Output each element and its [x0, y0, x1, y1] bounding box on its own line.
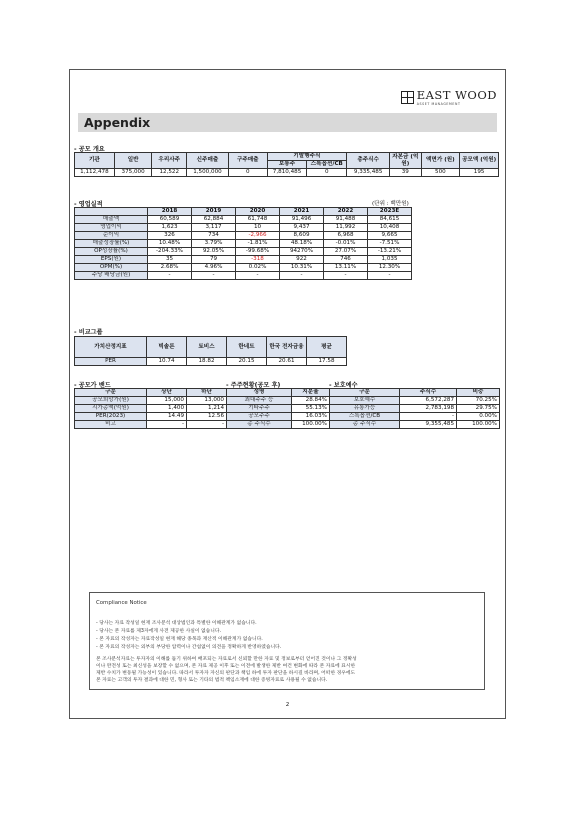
table-cell: 20.15 [227, 358, 267, 366]
table-cell: 6,968 [324, 232, 368, 240]
table-row [75, 405, 227, 413]
row-label: PER [75, 358, 147, 366]
header-shares: 주식수 [400, 389, 457, 397]
table-row [75, 169, 499, 177]
table-cell: 16.03% [292, 413, 330, 421]
disclaimer-line: 본 자료는 고객의 투자 결과에 대한 민, 형사 또는 기타의 법적 책임소재에 대한 증빙자료로 사용될 수 없습니다. [96, 678, 328, 683]
table-cell: 60,589 [148, 216, 192, 224]
header-blank [75, 208, 148, 216]
table-row [330, 405, 500, 413]
band-table [74, 388, 227, 429]
table-cell: 92.05% [192, 248, 236, 256]
row-label: 총 주식수 [330, 421, 400, 429]
table-cell: 7,810,485 [267, 169, 307, 177]
header-ratio: 비중 [457, 389, 500, 397]
header-lower: 하단 [187, 389, 227, 397]
table-cell: 195 [460, 169, 499, 177]
row-label: OP성장률(%) [75, 248, 148, 256]
row-label: 보호예수 [330, 397, 400, 405]
table-cell: 17.58 [307, 358, 347, 366]
table-cell: 27.07% [324, 248, 368, 256]
table-cell: 6,572,287 [400, 397, 457, 405]
table-cell: 10.74 [147, 358, 187, 366]
table-cell: 91,488 [324, 216, 368, 224]
row-label: 주당 배당금(원) [75, 272, 148, 280]
compliance-notice [89, 592, 485, 690]
row-label: 비고 [75, 421, 147, 429]
table-cell: 70.25% [457, 397, 500, 405]
table-cell: 0 [307, 169, 347, 177]
page-title: Appendix [84, 115, 151, 130]
table-cell: 14.49 [147, 413, 187, 421]
table-cell: - [148, 272, 192, 280]
header-share: 지분율 [292, 389, 330, 397]
table-cell: -318 [236, 256, 280, 264]
row-label: 최대주주 등 [227, 397, 292, 405]
table-row [75, 358, 347, 366]
table-cell: 0.00% [457, 413, 500, 421]
header-general: 일반 [114, 153, 152, 169]
header-peer: 토비스 [187, 337, 227, 358]
notice-title: Compliance Notice [96, 600, 147, 606]
table-cell: 13.11% [324, 264, 368, 272]
table-row [227, 397, 330, 405]
row-label: 유통가능 [330, 405, 400, 413]
header-peer: 한네트 [227, 337, 267, 358]
table-row [75, 256, 412, 264]
table-cell: 922 [280, 256, 324, 264]
table-row [330, 397, 500, 405]
table-cell: 100.00% [457, 421, 500, 429]
header-year: 2023E [368, 208, 412, 216]
performance-unit: (단위 : 백만원) [372, 201, 409, 207]
table-cell: 2,783,198 [400, 405, 457, 413]
table-cell: 12.30% [368, 264, 412, 272]
table-cell: 9,665 [368, 232, 412, 240]
table-cell: 13,000 [187, 397, 227, 405]
table-cell: -99.68% [236, 248, 280, 256]
table-cell: -0.01% [324, 240, 368, 248]
table-cell: 1,214 [187, 405, 227, 413]
row-label: 매출액 [75, 216, 148, 224]
table-cell: 1,112,478 [75, 169, 115, 177]
header-year: 2021 [280, 208, 324, 216]
row-label: 공모희망가(원) [75, 397, 147, 405]
table-row [75, 413, 227, 421]
table-row [75, 248, 412, 256]
table-cell: 734 [192, 232, 236, 240]
table-row [227, 421, 330, 429]
table-row [75, 397, 227, 405]
performance-heading: - 영업실적 [74, 201, 103, 208]
table-cell: 61,748 [236, 216, 280, 224]
notice-line: - 당사는 자료 작성일 현재 조사분석 대상법인과 특별한 이해관계가 없습니다. [96, 621, 257, 626]
table-cell: 10 [236, 224, 280, 232]
table-cell: 18.82 [187, 358, 227, 366]
table-cell: 62,884 [192, 216, 236, 224]
table-cell: 10.48% [148, 240, 192, 248]
header-peer: 빅솔론 [147, 337, 187, 358]
shareholders-table [226, 388, 330, 429]
table-cell: 1,500,000 [187, 169, 229, 177]
header-name: 성명 [227, 389, 292, 397]
notice-line: - 당사는 본 자료를 제3자에게 사전 제공한 사실이 없습니다. [96, 629, 222, 634]
table-cell: 15,000 [147, 397, 187, 405]
ipo-overview-table [74, 152, 499, 177]
table-cell: 1,400 [147, 405, 187, 413]
table-cell: - [324, 272, 368, 280]
table-cell: -1.81% [236, 240, 280, 248]
notice-line: - 본 자료의 작성자는 자료작성일 현재 해당 종목과 재산적 이해관계가 없습니다. [96, 637, 263, 642]
table-cell: 9,437 [280, 224, 324, 232]
row-label: 공모주주 [227, 413, 292, 421]
table-cell: 11,992 [324, 224, 368, 232]
header-total-shares: 총주식수 [347, 153, 390, 169]
table-cell: - [187, 421, 227, 429]
row-label: 기타주주 [227, 405, 292, 413]
row-label: 순이익 [75, 232, 148, 240]
table-row [75, 240, 412, 248]
table-cell: 746 [324, 256, 368, 264]
logo-icon [401, 91, 414, 104]
table-cell: 10,408 [368, 224, 412, 232]
table-cell: - [192, 272, 236, 280]
table-cell: 0.02% [236, 264, 280, 272]
peers-table [74, 336, 347, 366]
table-cell: 100.00% [292, 421, 330, 429]
table-row [75, 224, 412, 232]
table-cell: 2.68% [148, 264, 192, 272]
table-cell: -204.33% [148, 248, 192, 256]
row-label: OPM(%) [75, 264, 148, 272]
table-cell: - [280, 272, 324, 280]
table-cell: 35 [148, 256, 192, 264]
table-cell: 3.79% [192, 240, 236, 248]
header-year: 2020 [236, 208, 280, 216]
table-cell: 326 [148, 232, 192, 240]
table-cell: -13.21% [368, 248, 412, 256]
table-cell: 79 [192, 256, 236, 264]
header-par-value: 액면가 (원) [421, 153, 460, 169]
table-cell: 12.56 [187, 413, 227, 421]
table-cell: 94270% [280, 248, 324, 256]
table-cell: 3,117 [192, 224, 236, 232]
table-row [75, 216, 412, 224]
header-upper: 상단 [147, 389, 187, 397]
header-capital: 자본금 (억원) [390, 153, 421, 169]
lockup-table [329, 388, 500, 429]
title-banner [78, 113, 497, 132]
header-common: 보통주 [267, 161, 307, 169]
row-label: 영업이익 [75, 224, 148, 232]
table-cell: 375,000 [114, 169, 152, 177]
band-heading: - 공모가 밴드 [74, 382, 111, 389]
row-label: PER(2023) [75, 413, 147, 421]
table-row [75, 421, 227, 429]
performance-table [74, 207, 412, 280]
table-row [75, 264, 412, 272]
header-year: 2019 [192, 208, 236, 216]
disclaimer-line: 본 조사분석자료는 투자자의 이해를 돕기 위하여 배포되는 자료로서 신뢰할 만한 자료 및 정보로부터 얻어진 것이나 그 정확성 [96, 657, 357, 662]
table-cell: 55.13% [292, 405, 330, 413]
header-existing-shares: 기발행주식 [267, 153, 347, 161]
table-cell: 9,355,485 [400, 421, 457, 429]
table-cell: - [400, 413, 457, 421]
header-employee: 우리사주 [152, 153, 187, 169]
ipo-overview-heading: - 공모 개요 [74, 146, 105, 153]
header-average: 평균 [307, 337, 347, 358]
header-new-shares: 신주매출 [187, 153, 229, 169]
table-cell: 91,496 [280, 216, 324, 224]
disclaimer-line: 제반 수치가 변동될 가능성이 있습니다. 따라서 투자자 자신의 판단과 책임 하에 투자 판단을 하시길 바라며, 어떠한 경우에도 [96, 671, 356, 676]
page-number: 2 [285, 702, 290, 708]
header-category: 구분 [330, 389, 400, 397]
table-cell: 0 [228, 169, 267, 177]
table-row [75, 232, 412, 240]
table-cell: - [236, 272, 280, 280]
table-cell: -7.51% [368, 240, 412, 248]
header-year: 2018 [148, 208, 192, 216]
table-row [227, 413, 330, 421]
table-cell: 10.31% [280, 264, 324, 272]
header-offering-amount: 공모액 (억원) [460, 153, 499, 169]
table-cell: 48.18% [280, 240, 324, 248]
table-cell: 1,035 [368, 256, 412, 264]
header-year: 2022 [324, 208, 368, 216]
shareholders-heading: - 주주현황(공모 후) [226, 382, 281, 389]
row-label: 스톡옵션/CB [330, 413, 400, 421]
table-row [330, 413, 500, 421]
table-cell: 39 [390, 169, 421, 177]
header-metric: 가치산정지표 [75, 337, 147, 358]
header-category: 구분 [75, 389, 147, 397]
header-institution: 기관 [75, 153, 115, 169]
table-cell: 20.61 [267, 358, 307, 366]
peers-heading: - 비교그룹 [74, 329, 103, 336]
report-page [69, 69, 506, 719]
table-cell: -2,966 [236, 232, 280, 240]
header-old-shares: 구주매출 [228, 153, 267, 169]
table-cell: 1,623 [148, 224, 192, 232]
table-cell: - [147, 421, 187, 429]
table-row [330, 421, 500, 429]
header-options: 스톡옵션/CB [307, 161, 347, 169]
row-label: 시가총액(억원) [75, 405, 147, 413]
table-cell: - [368, 272, 412, 280]
notice-line: - 본 자료의 작성자는 외부의 부당한 압력이나 간섭없이 의견을 정확하게 반영하였습니다. [96, 645, 282, 650]
company-logo [401, 90, 497, 106]
row-label: EPS(원) [75, 256, 148, 264]
header-peer: 한국 전자금융 [267, 337, 307, 358]
table-cell: 29.75% [457, 405, 500, 413]
table-row [75, 272, 412, 280]
logo-name: EAST WOOD [416, 88, 497, 102]
disclaimer-line: 이나 완전성 또는 최신성을 보장할 수 없으며, 본 자료 제공 이후 또는 이전에 발생한 제반 여건 변화에 따라 본 자료에 표시한 [96, 664, 356, 669]
table-cell: 28.84% [292, 397, 330, 405]
table-cell: 4.96% [192, 264, 236, 272]
table-cell: 9,335,485 [347, 169, 390, 177]
lockup-heading: - 보호예수 [329, 382, 358, 389]
logo-subtitle: ASSET MANAGEMENT [416, 101, 461, 106]
table-row [227, 405, 330, 413]
table-cell: 8,609 [280, 232, 324, 240]
table-cell: 84,615 [368, 216, 412, 224]
row-label: 총 주식수 [227, 421, 292, 429]
table-cell: 12,522 [152, 169, 187, 177]
table-cell: 500 [421, 169, 460, 177]
row-label: 매출성장률(%) [75, 240, 148, 248]
